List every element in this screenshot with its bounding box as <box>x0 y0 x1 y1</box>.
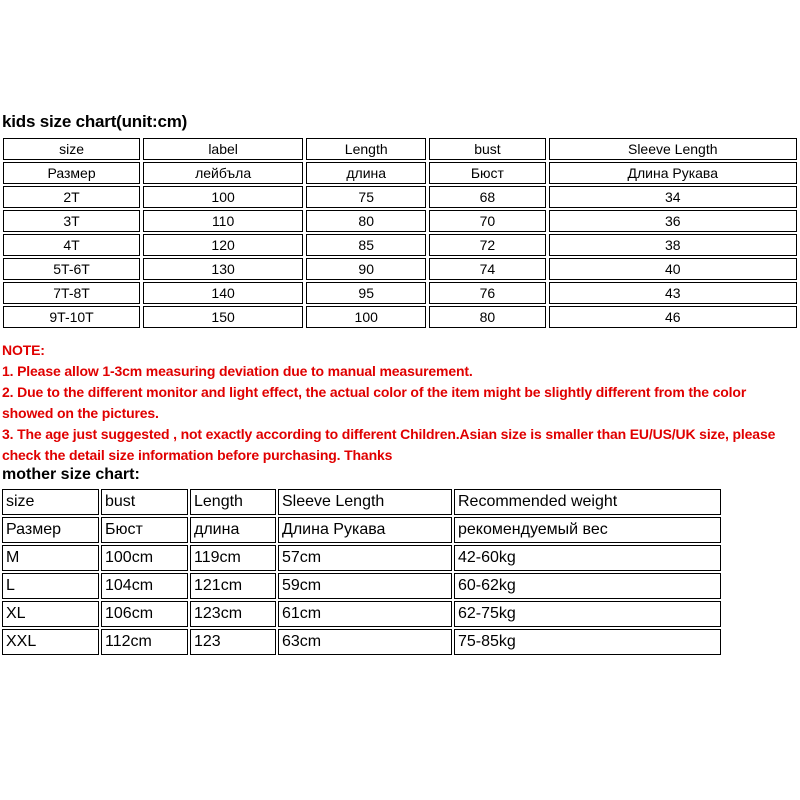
mother-cell: XXL <box>2 629 99 655</box>
mother-cell: 123cm <box>190 601 276 627</box>
kids-cell: лейбъла <box>143 162 303 184</box>
kids-cell: 80 <box>429 306 545 328</box>
mother-cell: 75-85kg <box>454 629 721 655</box>
kids-cell: Бюст <box>429 162 545 184</box>
kids-header-row-ru <box>3 162 797 184</box>
table-row <box>3 306 797 328</box>
mother-cell: 104cm <box>101 573 188 599</box>
mother-cell: size <box>2 489 99 515</box>
kids-cell: 90 <box>306 258 426 280</box>
kids-cell: 80 <box>306 210 426 232</box>
mother-cell: M <box>2 545 99 571</box>
mother-cell: 61cm <box>278 601 452 627</box>
kids-cell: label <box>143 138 303 160</box>
mother-cell: XL <box>2 601 99 627</box>
kids-cell: 7T-8T <box>3 282 140 304</box>
table-row <box>3 282 797 304</box>
mother-size-chart-title: mother size chart: <box>2 466 140 483</box>
kids-cell: 38 <box>549 234 797 256</box>
mother-cell: длина <box>190 517 276 543</box>
mother-cell: Length <box>190 489 276 515</box>
kids-cell: 110 <box>143 210 303 232</box>
kids-cell: 130 <box>143 258 303 280</box>
mother-cell: рекомендуемый вес <box>454 517 721 543</box>
kids-cell: Длина Рукава <box>549 162 797 184</box>
kids-size-chart-title: kids size chart(unit:cm) <box>2 112 188 131</box>
mother-cell: Размер <box>2 517 99 543</box>
table-row <box>2 629 721 655</box>
kids-cell: 5T-6T <box>3 258 140 280</box>
mother-cell: 60-62kg <box>454 573 721 599</box>
mother-cell: L <box>2 573 99 599</box>
note-item-3: 3. The age just suggested , not exactly according to different Children.Asian size is smaller than EU/US/UK size, please check the detail size information before purchasing. Thanks <box>2 426 776 463</box>
kids-cell: 40 <box>549 258 797 280</box>
table-row <box>3 210 797 232</box>
kids-cell: 95 <box>306 282 426 304</box>
mother-cell: 106cm <box>101 601 188 627</box>
mother-cell: 62-75kg <box>454 601 721 627</box>
mother-cell: 112cm <box>101 629 188 655</box>
kids-cell: Sleeve Length <box>549 138 797 160</box>
mother-cell: 121cm <box>190 573 276 599</box>
kids-cell: Размер <box>3 162 140 184</box>
kids-cell: 9T-10T <box>3 306 140 328</box>
mother-cell: 42-60kg <box>454 545 721 571</box>
table-row <box>2 601 721 627</box>
kids-cell: 85 <box>306 234 426 256</box>
mother-cell: 57cm <box>278 545 452 571</box>
kids-cell: 140 <box>143 282 303 304</box>
mother-header-row-ru <box>2 517 721 543</box>
mother-cell: 119cm <box>190 545 276 571</box>
kids-cell: 43 <box>549 282 797 304</box>
kids-cell: Length <box>306 138 426 160</box>
kids-cell: длина <box>306 162 426 184</box>
note-item-2: 2. Due to the different monitor and light effect, the actual color of the item might be slightly different from the color showed on the pictures. <box>2 384 747 421</box>
mother-cell: Длина Рукава <box>278 517 452 543</box>
kids-cell: 100 <box>306 306 426 328</box>
kids-cell: 120 <box>143 234 303 256</box>
mother-header-row <box>2 489 721 515</box>
kids-cell: 34 <box>549 186 797 208</box>
mother-cell: 59cm <box>278 573 452 599</box>
mother-cell: Бюст <box>101 517 188 543</box>
note-item-1: 1. Please allow 1-3cm measuring deviation due to manual measurement. <box>2 363 473 379</box>
kids-cell: 46 <box>549 306 797 328</box>
table-row <box>3 258 797 280</box>
kids-header-row <box>3 138 797 160</box>
kids-cell: 36 <box>549 210 797 232</box>
mother-cell: Recommended weight <box>454 489 721 515</box>
kids-cell: 74 <box>429 258 545 280</box>
kids-cell: 100 <box>143 186 303 208</box>
kids-cell: 70 <box>429 210 545 232</box>
mother-cell: 63cm <box>278 629 452 655</box>
kids-cell: 76 <box>429 282 545 304</box>
kids-cell: 75 <box>306 186 426 208</box>
kids-size-table <box>0 136 800 330</box>
mother-size-table <box>0 487 723 657</box>
mother-cell: 123 <box>190 629 276 655</box>
kids-cell: 72 <box>429 234 545 256</box>
mother-cell: Sleeve Length <box>278 489 452 515</box>
kids-cell: bust <box>429 138 545 160</box>
table-row <box>2 545 721 571</box>
kids-cell: 4T <box>3 234 140 256</box>
kids-cell: 150 <box>143 306 303 328</box>
table-row <box>3 234 797 256</box>
note-heading: NOTE: <box>2 342 45 358</box>
table-row <box>2 573 721 599</box>
kids-cell: 68 <box>429 186 545 208</box>
kids-cell: 3T <box>3 210 140 232</box>
notes-section <box>2 340 798 466</box>
mother-cell: 100cm <box>101 545 188 571</box>
mother-cell: bust <box>101 489 188 515</box>
table-row <box>3 186 797 208</box>
kids-cell: 2T <box>3 186 140 208</box>
kids-cell: size <box>3 138 140 160</box>
